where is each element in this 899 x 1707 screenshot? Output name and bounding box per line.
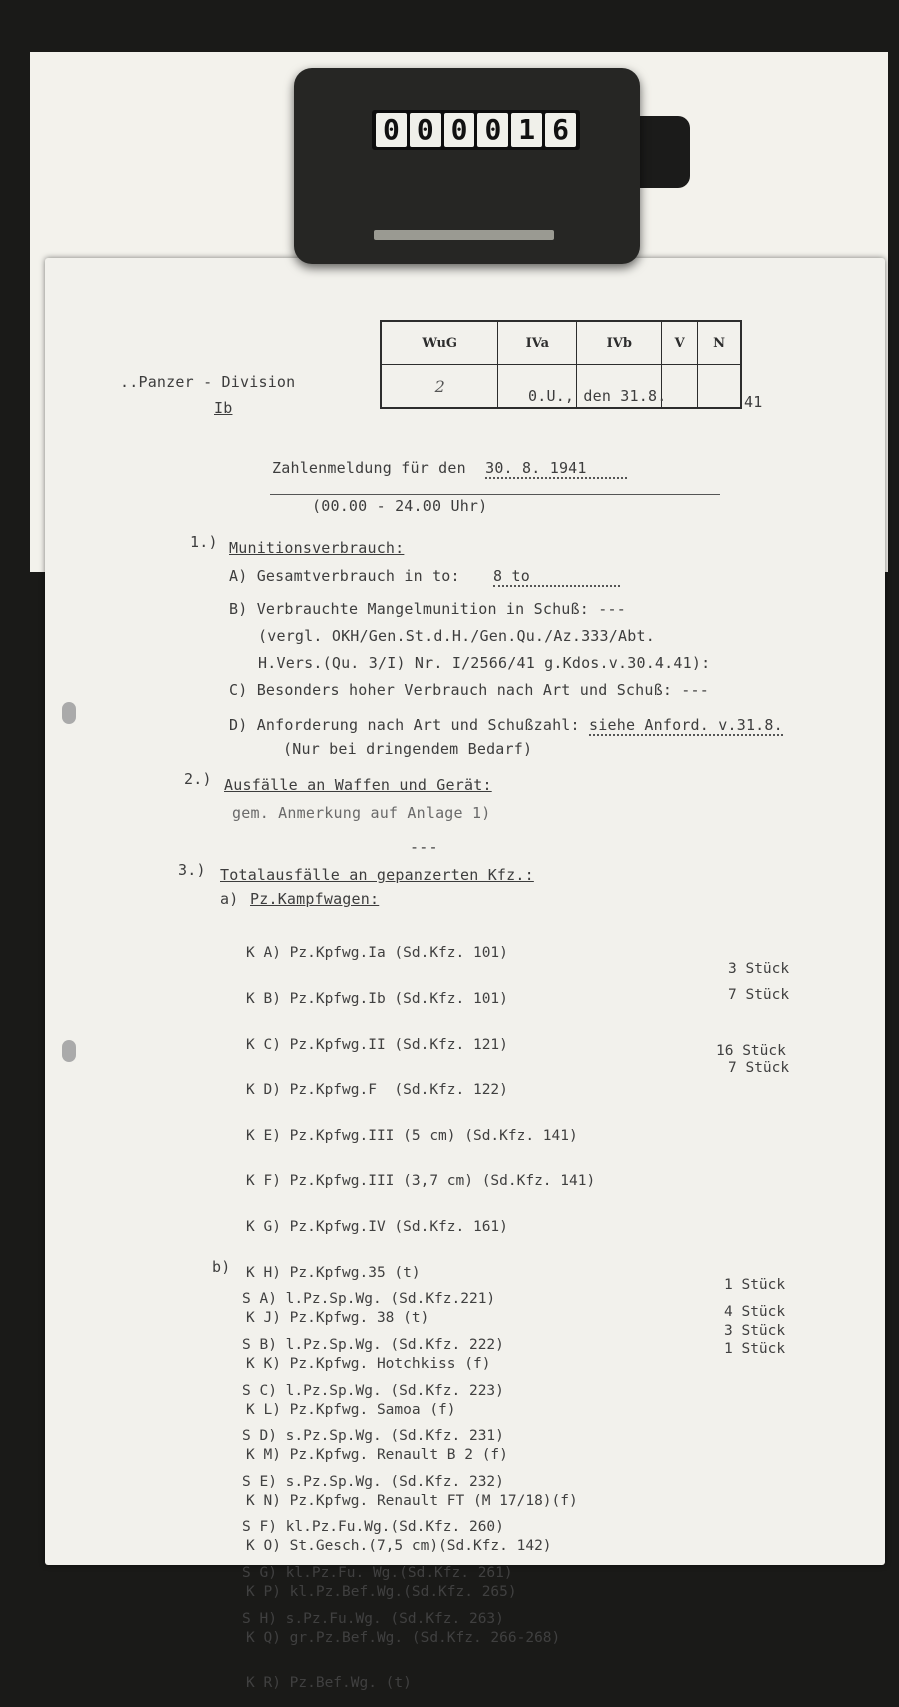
section-number: 2.)	[184, 770, 212, 788]
car-row: S H) s.Pz.Fu.Wg. (Sd.Kfz. 263)	[242, 1610, 504, 1627]
punch-hole	[62, 1040, 76, 1062]
report-date: 30. 8. 1941	[485, 459, 627, 479]
car-quantity: 4 Stück	[724, 1304, 786, 1320]
subsection-label: a)	[220, 890, 239, 908]
section2-note: gem. Anmerkung auf Anlage 1)	[232, 804, 491, 822]
date-line: 0.U., den 31.8.	[528, 387, 667, 405]
counter-digit: 6	[545, 113, 576, 147]
tank-row: K A) Pz.Kpfwg.Ia (Sd.Kfz. 101)	[246, 945, 508, 962]
counter-window	[372, 110, 580, 150]
time-range: (00.00 - 24.00 Uhr)	[312, 497, 488, 515]
report-title-text: Zahlenmeldung für den	[272, 459, 466, 477]
item-c: C) Besonders hoher Verbrauch nach Art und Schuß: ---	[229, 681, 709, 699]
tank-row: K Q) gr.Pz.Bef.Wg. (Sd.Kfz. 266-268)	[246, 1629, 561, 1646]
tank-row: K F) Pz.Kpfwg.III (3,7 cm) (Sd.Kfz. 141)	[246, 1173, 596, 1190]
car-quantity: 1 Stück	[724, 1341, 786, 1357]
section-label: Ib	[214, 399, 233, 417]
title-underline	[270, 494, 720, 495]
car-row: S F) kl.Pz.Fu.Wg.(Sd.Kfz. 260)	[242, 1519, 504, 1536]
tank-row: K O) St.Gesch.(7,5 cm)(Sd.Kfz. 142)	[246, 1538, 552, 1555]
tank-row: K P) kl.Pz.Bef.Wg.(Sd.Kfz. 265)	[246, 1583, 517, 1600]
section-number: 3.)	[178, 861, 206, 879]
tank-row: K G) Pz.Kpfwg.IV (Sd.Kfz. 161)	[246, 1219, 508, 1236]
item-d-text: D) Anforderung nach Art und Schußzahl:	[229, 716, 580, 734]
tank-row: K J) Pz.Kpfwg. 38 (t)	[246, 1310, 430, 1327]
tank-row: K B) Pz.Kpfwg.Ib (Sd.Kfz. 101)	[246, 991, 508, 1008]
stamp-header: V	[662, 321, 698, 365]
section-heading: Munitionsverbrauch:	[229, 539, 405, 557]
stamp-value	[698, 365, 741, 409]
car-quantity: 1 Stück	[724, 1277, 786, 1293]
item-b: B) Verbrauchte Mangelmunition in Schuß: ---	[229, 600, 626, 618]
tank-quantity: 7 Stück	[728, 1060, 790, 1076]
item-a	[229, 567, 620, 585]
stamp-header: IVb	[577, 321, 662, 365]
section2-dash: ---	[410, 838, 438, 856]
car-row: S G) kl.Pz.Fu. Wg.(Sd.Kfz. 261)	[242, 1565, 513, 1582]
car-row: S D) s.Pz.Sp.Wg. (Sd.Kfz. 231)	[242, 1428, 504, 1445]
section-number: 1.)	[190, 533, 218, 551]
tank-row: K H) Pz.Kpfwg.35 (t)	[246, 1264, 421, 1281]
tank-row: K K) Pz.Kpfwg. Hotchkiss (f)	[246, 1355, 491, 1372]
stamp-value: 2	[381, 365, 498, 409]
stamp-header: WuG	[381, 321, 498, 365]
counter-digit: 0	[477, 113, 508, 147]
section-heading: Totalausfälle an gepanzerten Kfz.:	[220, 866, 534, 884]
counter-digit: 0	[410, 113, 441, 147]
tank-quantity: 3 Stück	[728, 961, 790, 977]
item-d-value: siehe Anford. v.31.8.	[589, 716, 783, 734]
tank-row: K E) Pz.Kpfwg.III (5 cm) (Sd.Kfz. 141)	[246, 1127, 578, 1144]
counter-digit: 0	[444, 113, 475, 147]
car-row: S E) s.Pz.Sp.Wg. (Sd.Kfz. 232)	[242, 1473, 504, 1490]
punch-hole	[62, 702, 76, 724]
stamp-value	[662, 365, 698, 409]
car-row: S C) l.Pz.Sp.Wg. (Sd.Kfz. 223)	[242, 1382, 504, 1399]
tank-quantity: 16 Stück	[716, 1043, 786, 1059]
tank-row: K D) Pz.Kpfwg.F (Sd.Kfz. 122)	[246, 1082, 508, 1099]
tank-row: K R) Pz.Bef.Wg. (t)	[246, 1675, 412, 1692]
item-b-reference: H.Vers.(Qu. 3/I) Nr. I/2566/41 g.Kdos.v.30.4.41):	[258, 654, 711, 672]
division-name: ..Panzer - Division	[120, 373, 296, 391]
stamp-header: N	[698, 321, 741, 365]
counter-digit: 1	[511, 113, 542, 147]
item-a-value: 8 to	[493, 567, 620, 587]
year-suffix: 41	[744, 393, 763, 411]
counter-slot	[374, 230, 554, 240]
item-a-text: A) Gesamtverbrauch in to:	[229, 567, 460, 585]
tank-row: K C) Pz.Kpfwg.II (Sd.Kfz. 121)	[246, 1036, 508, 1053]
item-b-reference: (vergl. OKH/Gen.St.d.H./Gen.Qu./Az.333/Abt.	[258, 627, 655, 645]
car-row: S B) l.Pz.Sp.Wg. (Sd.Kfz. 222)	[242, 1337, 504, 1354]
tank-row: K N) Pz.Kpfwg. Renault FT (M 17/18)(f)	[246, 1492, 578, 1509]
armored-car-list	[242, 1262, 513, 1642]
tank-quantity: 7 Stück	[728, 987, 790, 1003]
subsection-label: b)	[212, 1258, 231, 1276]
report-title	[272, 459, 627, 477]
stamp-header: IVa	[498, 321, 577, 365]
tank-row: K L) Pz.Kpfwg. Samoa (f)	[246, 1401, 456, 1418]
car-row: S A) l.Pz.Sp.Wg. (Sd.Kfz.221)	[242, 1291, 496, 1308]
subsection-heading: Pz.Kampfwagen:	[250, 890, 380, 908]
counter-digit: 0	[376, 113, 407, 147]
item-d-note: (Nur bei dringendem Bedarf)	[283, 740, 533, 758]
tank-row: K M) Pz.Kpfwg. Renault B 2 (f)	[246, 1447, 508, 1464]
car-quantity: 3 Stück	[724, 1323, 786, 1339]
section-heading: Ausfälle an Waffen und Gerät:	[224, 776, 492, 794]
item-d	[229, 716, 783, 734]
